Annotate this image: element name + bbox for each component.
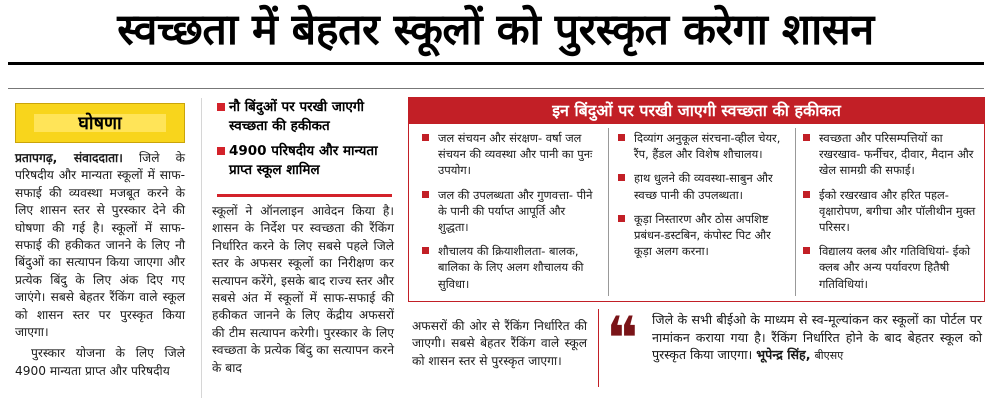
highlight-item-1: नौ बिंदुओं पर परखी जाएगी स्वच्छता की हकीकत <box>217 98 392 136</box>
point-divyang-friendly: दिव्यांग अनुकूल संरचना-व्हील चेयर, रैंप, हैंडल और विशेष शौचालय। <box>618 130 788 162</box>
highlight-item-2: 4900 परिषदीय और मान्यता प्राप्त स्कूल शामिल <box>217 142 392 180</box>
column-3-text: अफसरों की ओर से रैंकिंग निर्धारित की जाएगी। सबसे बेहतर रैंकिंग वाले स्कूल को शासन स्तर से पुरस्कृत जाएगा। <box>412 319 587 368</box>
point-eco-initiative: ईको रखरखाव और हरित पहल- वृक्षारोपण, बगीचा और पॉलीथीन मुक्त परिसर। <box>803 187 979 236</box>
headline-rule-bottom <box>8 88 984 89</box>
quote-role: बीएसए <box>814 349 844 362</box>
announcement-label: घोषणा <box>78 113 122 134</box>
column-1-para-1 <box>15 150 185 341</box>
points-column-a <box>422 130 598 300</box>
announcement-badge <box>15 103 185 143</box>
quote-speaker: भूपेन्द्र सिंह, <box>756 347 811 362</box>
points-box-title: इन बिंदुओं पर परखी जाएगी स्वच्छता की हकीकत <box>409 98 984 124</box>
column-divider-1 <box>201 98 202 398</box>
points-column-b <box>618 130 788 267</box>
column-1-body <box>15 150 185 380</box>
points-divider-2 <box>795 128 796 296</box>
quote-mark-icon: ❝ <box>606 304 639 374</box>
column-1-para-1-text: जिले के परिषदीय और मान्यता स्कूलों में साफ-सफाई की व्यवस्था मजबूत करने के लिए शासन स्तर से पुरस्कार देने की घोषणा की गई है। स्कूलों में साफ-सफाई की हकीकत जानने के लिए नौ बिंदुओं का सत्यापन किया जाएगा और प्रत्येक बिंदु के लिए अंक दिए गए जाएंगे। सबसे बेहतर रैंकिंग वाले स्कूल को शासन स्तर पर पुरस्कृत किया जाएगा। <box>15 151 185 340</box>
quote-text <box>652 311 982 365</box>
column-3-body <box>412 318 587 370</box>
column-2-body <box>212 203 394 377</box>
highlights-box <box>217 98 392 194</box>
point-toilet-functionality: शौचालय की क्रियाशीलता- बालक, बालिका के लिए अलग शौचालय की सुविधा। <box>422 243 598 292</box>
point-water-quality: जल की उपलब्धता और गुणवत्ता- पीने के पानी की पर्याप्त आपूर्ति और शुद्धता। <box>422 187 598 236</box>
points-column-c <box>803 130 979 300</box>
point-water-harvesting: जल संचयन और संरक्षण- वर्षा जल संचयन की व्यवस्था और पानी का पुनः उपयोग। <box>422 130 598 179</box>
dateline: प्रतापगढ़, संवाददाता। <box>15 151 123 165</box>
point-maintenance: स्वच्छता और परिसम्पत्तियों का रखरखाव- फर्नीचर, दीवार, मैदान और खेल सामग्री की सफाई। <box>803 130 979 179</box>
column-1-para-2: पुरस्कार योजना के लिए जिले 4900 मान्यता प्राप्त और परिषदीय <box>15 346 185 378</box>
points-divider-1 <box>608 128 609 296</box>
quote-body: जिले के सभी बीईओ के माध्यम से स्व-मूल्यांकन कर स्कूलों का पोर्टल पर नामांकन कराया गया है। रैंकिंग निर्धारित होने के बाद बेहतर स्कूल को पुरस्कृत किया जाएगा। <box>652 312 982 362</box>
headline-rule-top <box>8 62 984 65</box>
highlights-underline <box>217 194 392 197</box>
point-handwashing: हाथ धुलने की व्यवस्था-साबुन और स्वच्छ पानी की उपलब्धता। <box>618 170 788 202</box>
point-waste-management: कूड़ा निस्तारण और ठोस अपशिष्ट प्रबंधन-डस्टबिन, कंपोस्ट पिट और कूड़ा अलग करना। <box>618 211 788 260</box>
point-school-clubs: विद्यालय क्लब और गतिविधियां- ईको क्लब और अन्य पर्यावरण हितैषी गतिविधियां। <box>803 243 979 292</box>
headline: स्वच्छता में बेहतर स्कूलों को पुरस्कृत करेगा शासन <box>117 5 874 55</box>
column-2-text: स्कूलों ने ऑनलाइन आवेदन किया है। शासन के निर्देश पर स्वच्छता की रैंकिंग निर्धारित करने के लिए सबसे पहले जिले स्तर के अफसर स्कूलों का निरीक्षण कर सत्यापन करेंगे, इसके बाद राज्य स्तर और सबसे अंत में स्कूलों में साफ-सफाई की हकीकत जानने के लिए केंद्रीय अफसरों की टीम सत्यापन करेगी। पुरस्कार के लिए स्वच्छता के प्रत्येक बिंदु का सत्यापन करने के बाद <box>212 204 394 375</box>
